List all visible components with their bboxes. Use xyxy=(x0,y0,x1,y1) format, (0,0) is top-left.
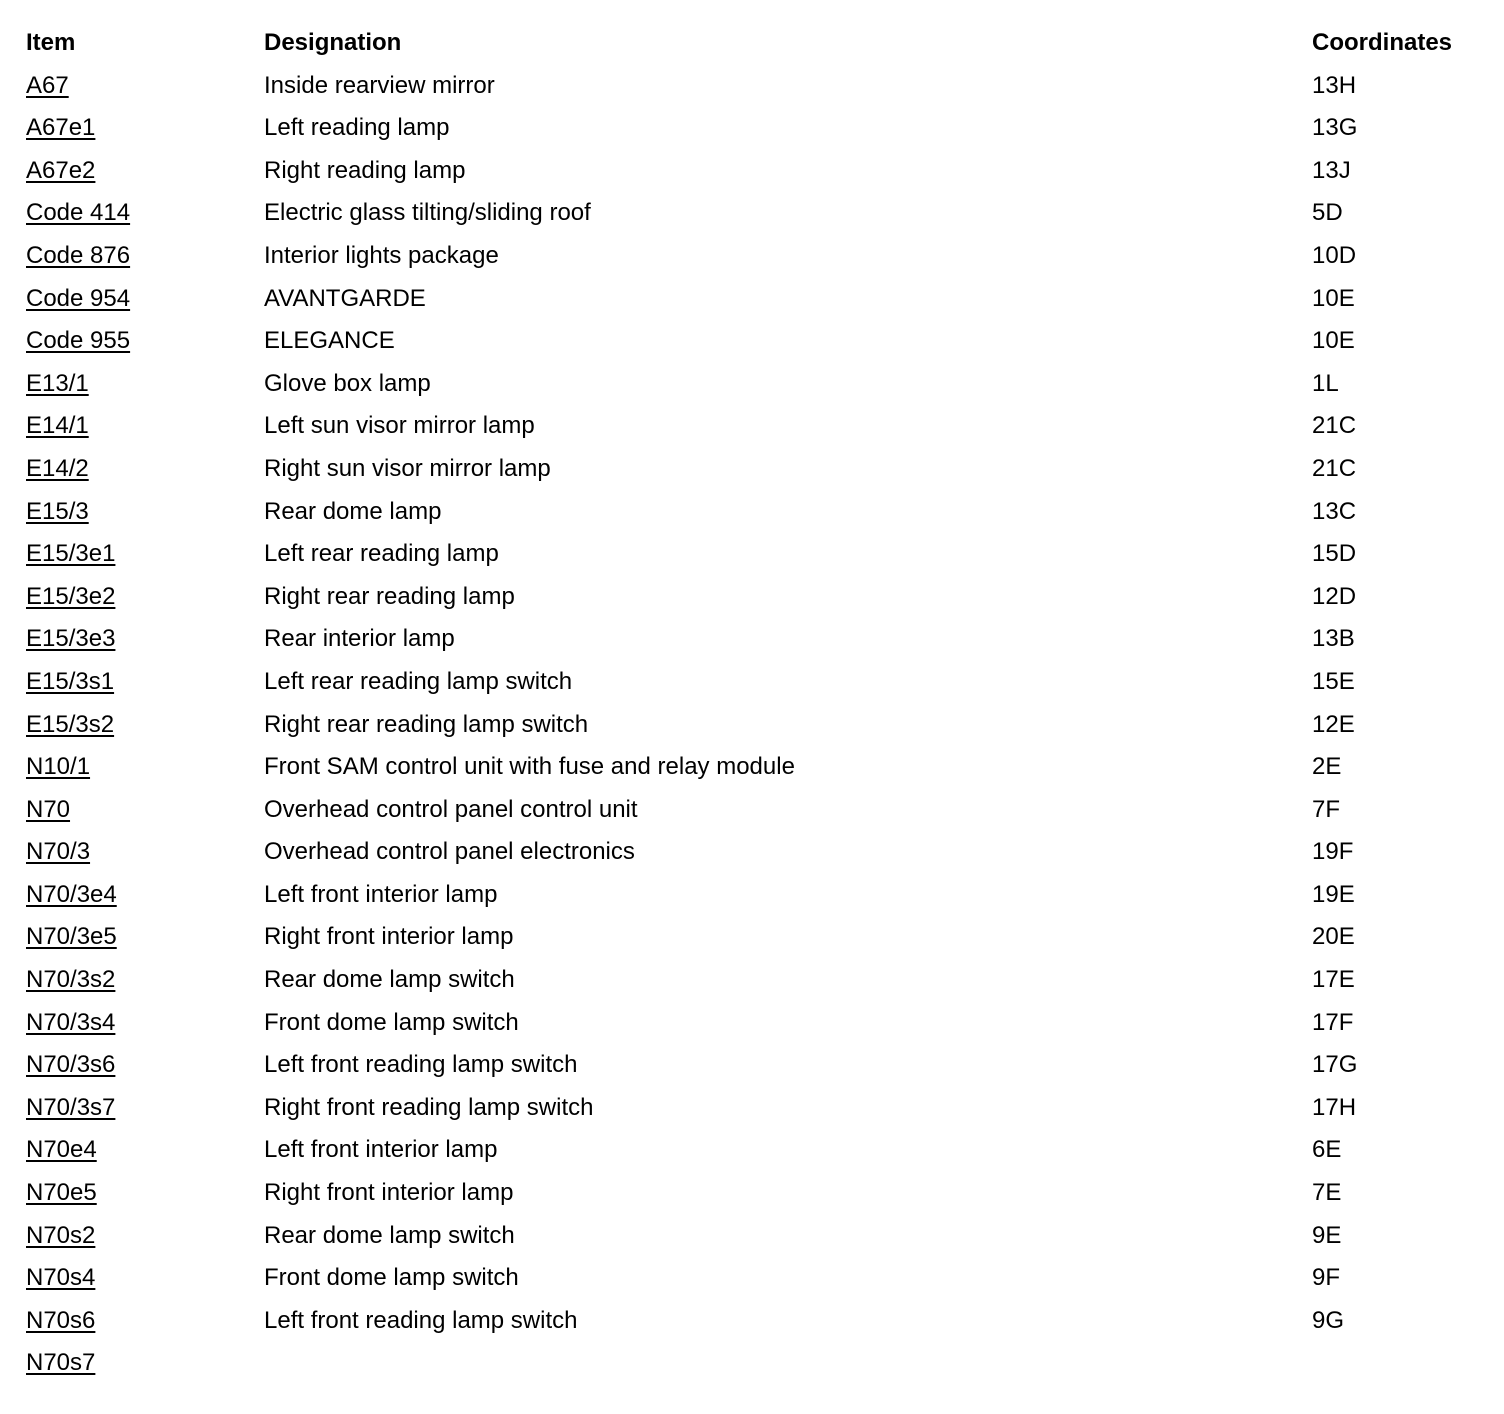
table-row xyxy=(26,789,1492,832)
table-row xyxy=(26,1129,1492,1172)
designation-cell: Left sun visor mirror lamp xyxy=(264,412,535,440)
item-link[interactable]: E15/3e3 xyxy=(26,625,116,653)
table-row xyxy=(26,959,1492,1002)
item-cell xyxy=(26,150,264,193)
item-cell xyxy=(26,405,264,448)
item-cell xyxy=(26,1257,264,1300)
item-link[interactable]: E15/3s1 xyxy=(26,667,115,695)
header-designation: Designation xyxy=(264,29,402,56)
item-cell xyxy=(26,491,264,534)
designation-cell: Right rear reading lamp xyxy=(264,582,515,610)
item-link[interactable]: E13/1 xyxy=(26,369,89,397)
item-cell xyxy=(26,746,264,789)
designation-cell: Left front interior lamp xyxy=(264,1136,498,1164)
item-cell xyxy=(26,1129,264,1172)
coordinates-cell: 15D xyxy=(1312,540,1357,568)
item-link[interactable]: E15/3e2 xyxy=(26,582,116,610)
table-row xyxy=(26,1257,1492,1300)
designation-cell: Rear dome lamp switch xyxy=(264,1221,515,1249)
item-link[interactable]: E15/3e1 xyxy=(26,540,116,568)
item-cell xyxy=(26,65,264,108)
table-row xyxy=(26,1300,1492,1343)
designation-cell: Rear dome lamp xyxy=(264,497,442,525)
item-cell xyxy=(26,320,264,363)
item-link[interactable]: N70/3s6 xyxy=(26,1051,116,1079)
item-link[interactable]: Code 414 xyxy=(26,199,131,227)
table-row xyxy=(26,618,1492,661)
coordinates-cell: 17F xyxy=(1312,1008,1354,1036)
item-link[interactable]: E15/3s2 xyxy=(26,710,115,738)
item-link[interactable]: N70/3 xyxy=(26,838,91,866)
designation-cell: Rear interior lamp xyxy=(264,625,455,653)
designation-cell: Overhead control panel control unit xyxy=(264,795,638,823)
item-cell xyxy=(26,1044,264,1087)
table-row xyxy=(26,831,1492,874)
coordinates-cell: 13C xyxy=(1312,497,1357,525)
coordinates-cell: 5D xyxy=(1312,199,1343,227)
item-cell xyxy=(26,278,264,321)
item-link[interactable]: E14/2 xyxy=(26,454,89,482)
table-row xyxy=(26,533,1492,576)
designation-cell: Left rear reading lamp switch xyxy=(264,667,573,695)
item-cell xyxy=(26,916,264,959)
item-link[interactable]: A67e2 xyxy=(26,156,96,184)
coordinates-cell: 17G xyxy=(1312,1051,1358,1079)
item-cell xyxy=(26,1342,264,1385)
item-link[interactable]: Code 954 xyxy=(26,284,131,312)
coordinates-cell: 20E xyxy=(1312,923,1355,951)
table-row xyxy=(26,278,1492,321)
coordinates-cell: 15E xyxy=(1312,667,1355,695)
coordinates-cell: 17E xyxy=(1312,966,1355,994)
table-body xyxy=(26,65,1492,1385)
table-row xyxy=(26,65,1492,108)
item-link[interactable]: N10/1 xyxy=(26,753,91,781)
designation-cell: Front dome lamp switch xyxy=(264,1264,519,1292)
item-link[interactable]: N70 xyxy=(26,795,71,823)
coordinates-cell: 19E xyxy=(1312,880,1355,908)
header-coordinates: Coordinates xyxy=(1312,29,1453,56)
item-link[interactable]: N70s2 xyxy=(26,1221,96,1249)
coordinates-cell: 17H xyxy=(1312,1093,1357,1121)
component-legend-table xyxy=(26,22,1492,1385)
item-link[interactable]: A67 xyxy=(26,71,69,99)
item-cell xyxy=(26,704,264,747)
coordinates-cell: 2E xyxy=(1312,753,1342,781)
designation-cell: Right front interior lamp xyxy=(264,1179,514,1207)
designation-cell: Right sun visor mirror lamp xyxy=(264,454,551,482)
coordinates-cell: 12E xyxy=(1312,710,1355,738)
table-row xyxy=(26,235,1492,278)
table-row xyxy=(26,874,1492,917)
designation-cell: Interior lights package xyxy=(264,241,499,269)
item-link[interactable]: N70/3s2 xyxy=(26,966,116,994)
coordinates-cell: 13B xyxy=(1312,625,1355,653)
designation-cell: Rear dome lamp switch xyxy=(264,966,515,994)
item-link[interactable]: N70s4 xyxy=(26,1264,96,1292)
coordinates-cell: 19F xyxy=(1312,838,1354,866)
designation-cell: Right rear reading lamp switch xyxy=(264,710,589,738)
coordinates-cell: 1L xyxy=(1312,369,1339,397)
coordinates-cell: 6E xyxy=(1312,1136,1342,1164)
designation-cell xyxy=(264,1342,1312,1385)
item-cell xyxy=(26,661,264,704)
coordinates-cell: 13G xyxy=(1312,114,1358,142)
designation-cell: Overhead control panel electronics xyxy=(264,838,635,866)
coordinates-cell: 13H xyxy=(1312,71,1357,99)
coordinates-cell: 10D xyxy=(1312,241,1357,269)
coordinates-cell: 9E xyxy=(1312,1221,1342,1249)
item-cell xyxy=(26,363,264,406)
coordinates-cell: 7F xyxy=(1312,795,1341,823)
header-item: Item xyxy=(26,29,76,56)
designation-cell: Left front reading lamp switch xyxy=(264,1051,578,1079)
table-row xyxy=(26,1002,1492,1045)
table-row xyxy=(26,704,1492,747)
coordinates-cell: 9G xyxy=(1312,1306,1345,1334)
item-cell xyxy=(26,789,264,832)
designation-cell: Right reading lamp xyxy=(264,156,466,184)
coordinates-cell xyxy=(1312,1342,1492,1385)
designation-cell: ELEGANCE xyxy=(264,327,395,355)
coordinates-cell: 9F xyxy=(1312,1264,1341,1292)
designation-cell: Right front reading lamp switch xyxy=(264,1093,594,1121)
table-row xyxy=(26,107,1492,150)
item-link[interactable]: N70/3s7 xyxy=(26,1093,116,1121)
item-cell xyxy=(26,533,264,576)
item-cell xyxy=(26,1087,264,1130)
coordinates-cell: 7E xyxy=(1312,1179,1342,1207)
table-row xyxy=(26,491,1492,534)
table-row xyxy=(26,1044,1492,1087)
item-cell xyxy=(26,576,264,619)
table-row xyxy=(26,320,1492,363)
item-cell xyxy=(26,874,264,917)
coordinates-cell: 12D xyxy=(1312,582,1357,610)
table-row xyxy=(26,405,1492,448)
coordinates-cell: 13J xyxy=(1312,156,1351,184)
designation-cell: Left rear reading lamp xyxy=(264,540,499,568)
item-cell xyxy=(26,1215,264,1258)
designation-cell: Left front interior lamp xyxy=(264,880,498,908)
coordinates-cell: 10E xyxy=(1312,284,1355,312)
table-row xyxy=(26,576,1492,619)
item-cell xyxy=(26,235,264,278)
coordinates-cell: 10E xyxy=(1312,327,1355,355)
table-row xyxy=(26,150,1492,193)
table-row xyxy=(26,1342,1492,1385)
table-row xyxy=(26,363,1492,406)
table-row xyxy=(26,661,1492,704)
item-cell xyxy=(26,1300,264,1343)
designation-cell: Left reading lamp xyxy=(264,114,450,142)
coordinates-cell: 21C xyxy=(1312,412,1357,440)
item-cell xyxy=(26,448,264,491)
table-row xyxy=(26,448,1492,491)
designation-cell: Electric glass tilting/sliding roof xyxy=(264,199,591,227)
item-link[interactable]: N70e5 xyxy=(26,1179,97,1207)
table-row xyxy=(26,746,1492,789)
item-link[interactable]: A67e1 xyxy=(26,114,96,142)
designation-cell: AVANTGARDE xyxy=(264,284,426,312)
coordinates-cell: 21C xyxy=(1312,454,1357,482)
item-cell xyxy=(26,959,264,1002)
item-link[interactable]: Code 876 xyxy=(26,241,131,269)
designation-cell: Left front reading lamp switch xyxy=(264,1306,578,1334)
table-row xyxy=(26,1087,1492,1130)
designation-cell: Front SAM control unit with fuse and relay module xyxy=(264,753,795,781)
item-link[interactable]: N70e4 xyxy=(26,1136,97,1164)
designation-cell: Front dome lamp switch xyxy=(264,1008,519,1036)
item-cell xyxy=(26,1002,264,1045)
table-header-row xyxy=(26,22,1492,65)
item-cell xyxy=(26,192,264,235)
item-link[interactable]: E14/1 xyxy=(26,412,89,440)
table-row xyxy=(26,1215,1492,1258)
item-cell xyxy=(26,618,264,661)
table-row xyxy=(26,916,1492,959)
table-row xyxy=(26,1172,1492,1215)
designation-cell: Right front interior lamp xyxy=(264,923,514,951)
item-cell xyxy=(26,831,264,874)
table-row xyxy=(26,192,1492,235)
item-cell xyxy=(26,107,264,150)
designation-cell: Inside rearview mirror xyxy=(264,71,495,99)
item-link[interactable]: Code 955 xyxy=(26,327,131,355)
item-link[interactable]: N70s6 xyxy=(26,1306,96,1334)
item-link[interactable]: N70s7 xyxy=(26,1349,96,1377)
item-link[interactable]: N70/3s4 xyxy=(26,1008,116,1036)
item-cell xyxy=(26,1172,264,1215)
item-link[interactable]: N70/3e5 xyxy=(26,923,117,951)
designation-cell: Glove box lamp xyxy=(264,369,431,397)
item-link[interactable]: E15/3 xyxy=(26,497,89,525)
item-link[interactable]: N70/3e4 xyxy=(26,880,117,908)
